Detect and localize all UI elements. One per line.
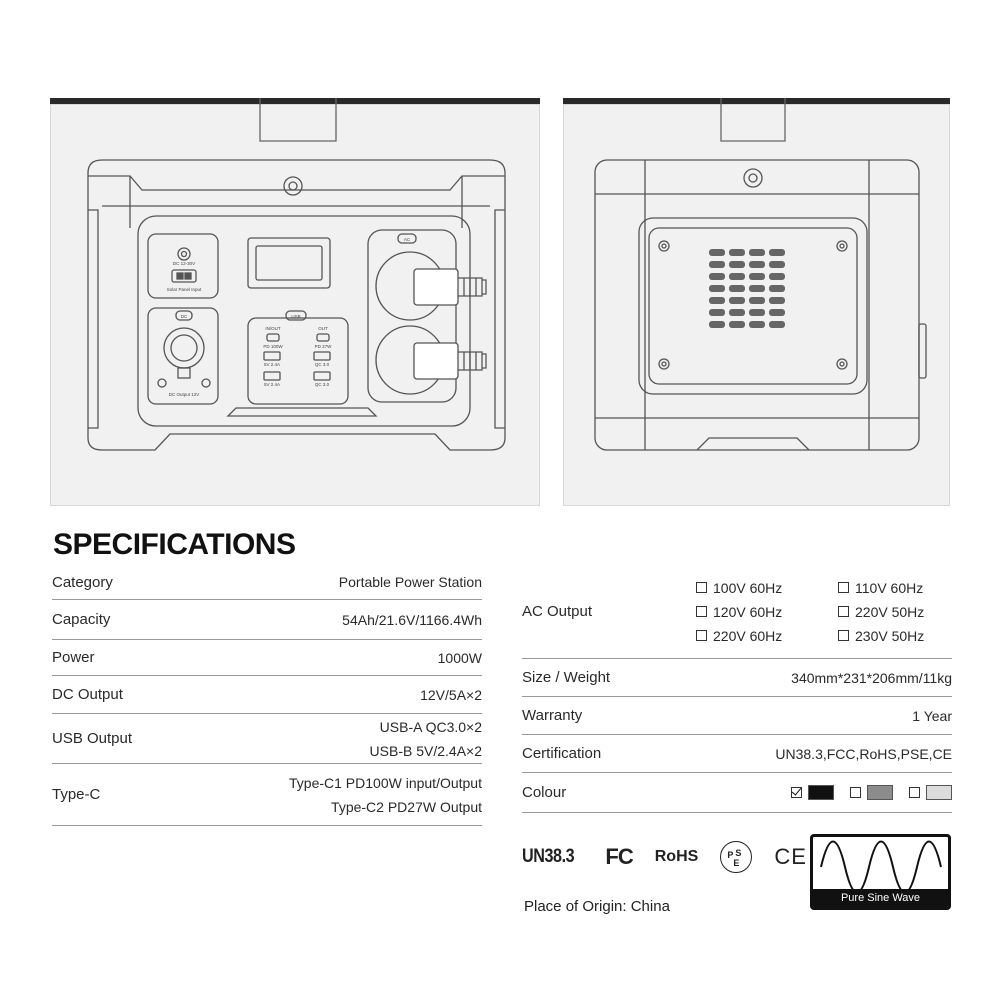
spec-label: DC Output [52,686,123,703]
usb-a3-label: 5V 2.4A [263,382,281,387]
usb-a1-label: 5V 2.4A [263,362,281,367]
dc-input-label: DC 12-30V [172,261,196,266]
ac-option[interactable] [696,628,838,644]
ac-option[interactable] [696,604,838,620]
checkbox-icon[interactable] [909,787,920,798]
place-of-origin: Place of Origin: China [524,898,670,915]
colour-swatch [867,785,893,800]
colour-option[interactable] [850,785,893,800]
checkbox-icon[interactable] [838,606,849,617]
spec-label: Category [52,573,113,591]
checkbox-icon[interactable] [696,606,707,617]
checkbox-icon[interactable] [850,787,861,798]
spec-value-line: 12V/5A×2 [420,686,482,703]
ac-output-row [522,565,952,659]
ac-option-label: 220V 50Hz [855,603,925,620]
spec-value-line: USB-A QC3.0×2 [379,718,482,735]
spec-value-line: Portable Power Station [338,574,482,590]
spec-value [339,570,482,594]
spec-value [342,608,482,632]
ac-option-label: 110V 60Hz [855,579,924,596]
sine-wave-label: Pure Sine Wave [813,889,948,907]
ac-badge-label: AC [403,237,411,242]
spec-label: USB Output [52,730,133,747]
spec-value: 1 Year [912,707,952,724]
spec-value [420,683,482,707]
spec-row [522,697,952,735]
colour-options [791,785,952,800]
ac-option-label: 120V 60Hz [713,603,783,620]
spec-label: Type-C [52,786,101,803]
ac-option-label: 230V 50Hz [855,627,925,644]
spec-label: Certification [522,745,602,762]
pse-letter-p: P [727,850,734,860]
colour-option[interactable] [791,785,834,800]
certification-logos [522,835,807,879]
spec-value-line: 54Ah/21.6V/1166.4Wh [342,611,482,628]
spec-value [370,715,482,763]
pd27-label: PD 27W [314,344,332,349]
usb-a2-label: QC 3.0 [314,362,330,367]
spec-value: 340mm*231*206mm/11kg [791,669,952,686]
back-box-illustration [563,98,950,506]
ac-output-label: AC Output [522,603,593,620]
solar-input-label: Solar Panel Input [166,287,202,292]
colour-swatch [926,785,952,800]
pse-letter-s: S [735,848,742,858]
spec-row [52,764,482,826]
spec-value [289,771,482,819]
dc-output-label: DC Output 12V [168,392,200,397]
power-station-back-drawing [563,98,950,506]
out-label: OUT [318,326,328,331]
dc-badge-label: DC [180,314,188,319]
spec-row [52,714,482,764]
left-spec-table [52,565,482,826]
spec-row [52,640,482,676]
spec-label: Power [52,649,95,666]
spec-row [52,600,482,640]
spec-value: UN38.3,FCC,RoHS,PSE,CE [775,745,952,762]
spec-row [52,676,482,714]
pd100-label: PD 100W [263,344,283,349]
ac-output-options [696,580,948,644]
spec-label: Size / Weight [522,669,611,686]
ac-option[interactable] [838,580,948,596]
colour-row [522,773,952,813]
checkbox-icon[interactable] [838,630,849,641]
specifications-title: SPECIFICATIONS [53,528,296,561]
spec-label: Warranty [522,707,583,724]
checkbox-icon[interactable] [696,582,707,593]
power-station-front-drawing [50,98,540,506]
pse-logo [720,841,752,873]
ac-option[interactable] [696,580,838,596]
front-box-illustration [50,98,540,506]
colour-option[interactable] [909,785,952,800]
rohs-logo: RoHS [654,848,699,865]
spec-value-line: 1000W [437,649,482,666]
checked-checkbox-icon[interactable] [791,787,802,798]
pse-letter-e: E [733,858,740,868]
checkbox-icon[interactable] [838,582,849,593]
inout-label: IN/OUT [265,326,281,331]
usb-a4-label: QC 3.0 [314,382,330,387]
spec-row [52,565,482,600]
ac-option[interactable] [838,628,948,644]
colour-swatch [808,785,834,800]
colour-label: Colour [522,784,567,801]
checkbox-icon[interactable] [696,630,707,641]
un38-3-logo: UN38.3 [522,846,575,867]
fcc-logo: FC [605,844,633,869]
right-spec-rows [522,659,952,773]
spec-row [522,735,952,773]
spec-label: Capacity [52,611,111,628]
spec-row [522,659,952,697]
spec-value-line: Type-C1 PD100W input/Output [289,774,482,791]
ac-option-label: 220V 60Hz [713,627,783,644]
spec-value-line: USB-B 5V/2.4A×2 [369,742,482,759]
pure-sine-wave-badge [810,834,951,910]
right-spec-table [522,565,952,813]
ac-option[interactable] [838,604,948,620]
ce-logo: CE [774,844,807,869]
spec-value-line: Type-C2 PD27W Output [331,798,482,815]
sine-wave-icon [813,837,948,889]
usb-badge-label: USB [291,314,301,319]
spec-value [438,646,482,670]
ac-option-label: 100V 60Hz [713,579,783,596]
